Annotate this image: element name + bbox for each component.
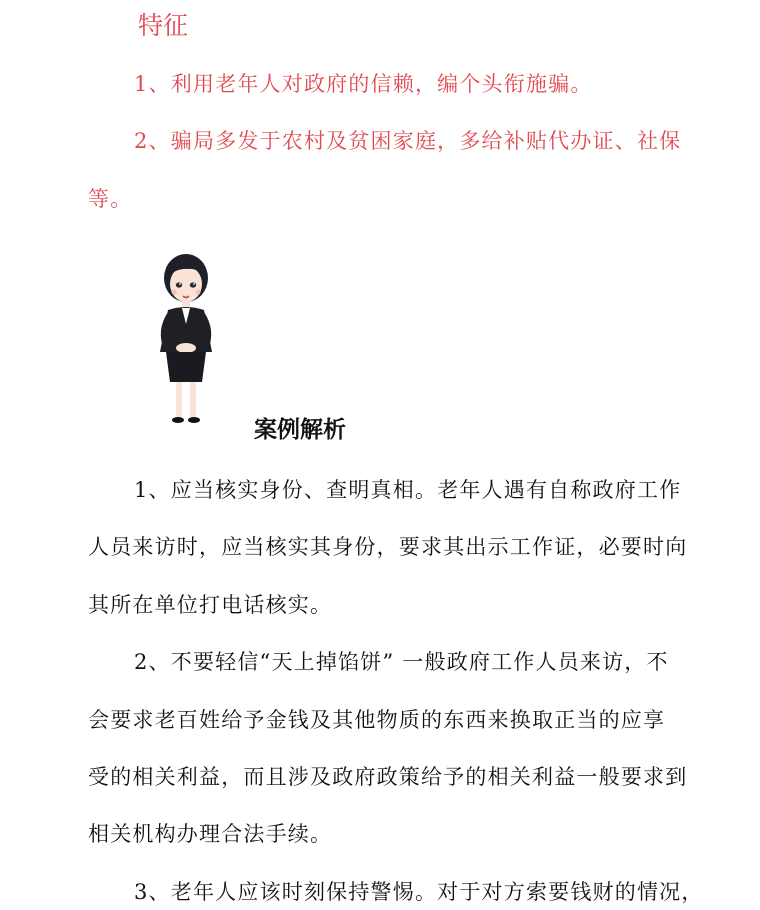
- case-line-3: 其所在单位打电话核实。: [88, 593, 333, 617]
- case-line-4: 2、不要轻信“天上掉馅饼” 一般政府工作人员来访，不: [134, 650, 669, 674]
- case-line-2: 人员来访时，应当核实其身份，要求其出示工作证，必要时向: [88, 535, 688, 559]
- case-line-5: 会要求老百姓给予金钱及其他物质的东西来换取正当的应享: [88, 708, 666, 732]
- feature-line-1: 1、利用老年人对政府的信赖，编个头衔施骗。: [134, 72, 593, 96]
- businesswoman-cartoon-icon: [150, 252, 222, 430]
- case-line-7: 相关机构办理合法手续。: [88, 822, 333, 846]
- case-line-8: 3、老年人应该时刻保持警惕。对于对方索要钱财的情况，: [134, 880, 704, 904]
- features-title: 特征: [138, 11, 189, 40]
- feature-line-2: 2、骗局多发于农村及贫困家庭，多给补贴代办证、社保: [134, 129, 682, 153]
- feature-line-3: 等。: [88, 187, 133, 211]
- case-analysis-title: 案例解析: [254, 417, 346, 443]
- case-line-6: 受的相关利益，而且涉及政府政策给予的相关利益一般要求到: [88, 765, 688, 789]
- case-line-1: 1、应当核实身份、查明真相。老年人遇有自称政府工作: [134, 478, 682, 502]
